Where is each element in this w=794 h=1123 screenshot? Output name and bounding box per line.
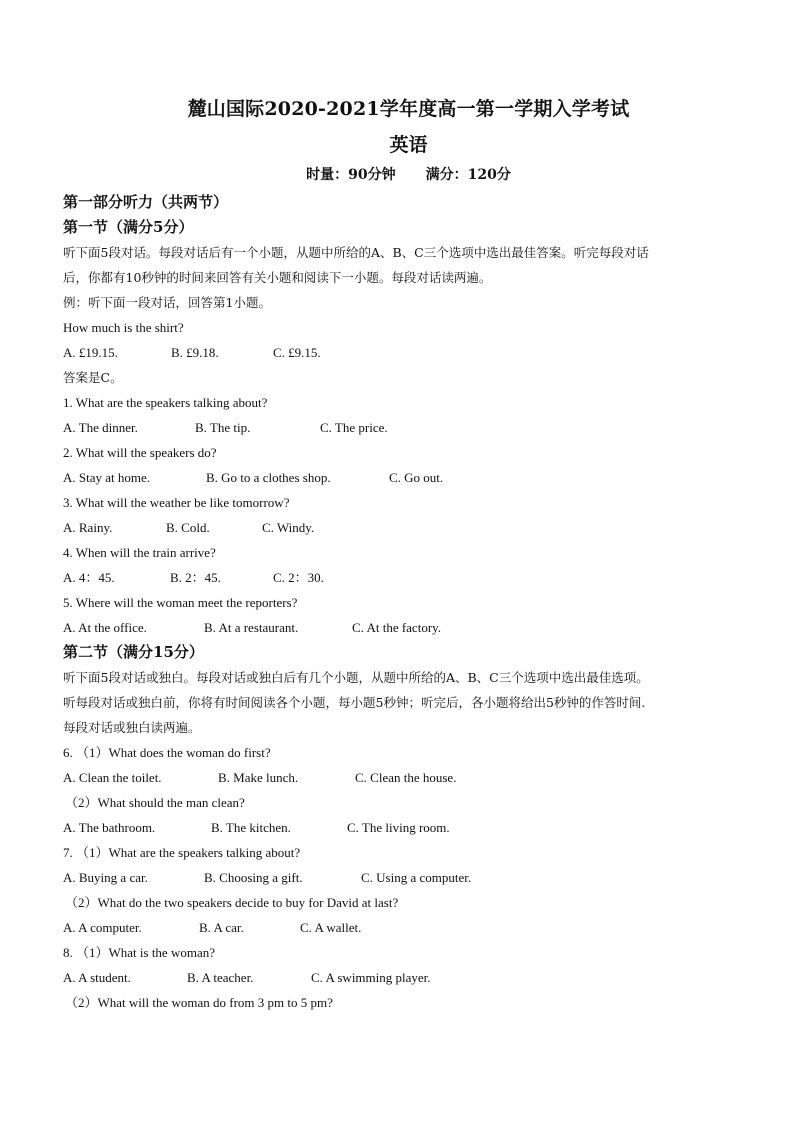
section2-heading: 第二节（满分15分） xyxy=(63,643,204,661)
q7-2-option-c: C. A wallet. xyxy=(300,920,362,935)
q7-2-option-a: A. A computer. xyxy=(63,920,142,935)
question-4-options xyxy=(63,565,754,590)
q5-option-b: B. At a restaurant. xyxy=(204,620,299,635)
example-options xyxy=(63,340,754,365)
example-intro: 例：听下面一段对话，回答第1小题。 xyxy=(63,295,271,310)
exam-score: 满分：120分 xyxy=(425,167,511,183)
example-question: How much is the shirt? xyxy=(63,320,184,335)
q7-1-option-c: C. Using a computer. xyxy=(361,870,472,885)
section2-instructions-line3: 每段对话或独白读两遍。 xyxy=(63,720,201,735)
question-8-1: 8. （1）What is the woman? xyxy=(63,945,215,960)
q4-option-a: A. 4：45. xyxy=(63,570,115,585)
example-option-b: B. £9.18. xyxy=(171,345,219,360)
question-3: 3. What will the weather be like tomorrow? xyxy=(63,495,290,510)
q2-option-b: B. Go to a clothes shop. xyxy=(206,470,331,485)
exam-time: 时量：90分钟 xyxy=(306,167,396,183)
question-6-1: 6. （1）What does the woman do first? xyxy=(63,745,271,760)
q6-1-option-c: C. Clean the house. xyxy=(355,770,457,785)
question-8-1-options xyxy=(63,965,754,990)
q2-option-c: C. Go out. xyxy=(389,470,444,485)
question-5: 5. Where will the woman meet the reporters? xyxy=(63,595,298,610)
q3-option-b: B. Cold. xyxy=(166,520,210,535)
question-6-1-options xyxy=(63,765,754,790)
example-option-c: C. £9.15. xyxy=(273,345,321,360)
question-3-options xyxy=(63,515,754,540)
section1-instructions-line1: 听下面5段对话。每段对话后有一个小题，从题中所给的A、B、C三个选项中选出最佳答案。听完每段对话 xyxy=(63,245,649,260)
question-1: 1. What are the speakers talking about? xyxy=(63,395,268,410)
question-6-2-options xyxy=(63,815,754,840)
section2-instructions-line2: 听每段对话或独白前，你将有时间阅读各个小题，每小题5秒钟；听完后，各小题将给出5秒钟的作答时间. xyxy=(63,695,646,710)
q8-1-option-c: C. A swimming player. xyxy=(311,970,431,985)
q6-2-option-a: A. The bathroom. xyxy=(63,820,156,835)
q7-2-option-b: B. A car. xyxy=(199,920,244,935)
q6-1-option-a: A. Clean the toilet. xyxy=(63,770,162,785)
q7-1-option-b: B. Choosing a gift. xyxy=(204,870,303,885)
q5-option-c: C. At the factory. xyxy=(352,620,442,635)
q3-option-a: A. Rainy. xyxy=(63,520,113,535)
q2-option-a: A. Stay at home. xyxy=(63,470,151,485)
section1-instructions-line2: 后，你都有10秒钟的时间来回答有关小题和阅读下一小题。每段对话读两遍。 xyxy=(63,270,492,285)
q4-option-b: B. 2：45. xyxy=(170,570,221,585)
example-option-a: A. £19.15. xyxy=(63,345,118,360)
question-5-options xyxy=(63,615,754,640)
q1-option-c: C. The price. xyxy=(320,420,388,435)
question-6-2: （2）What should the man clean? xyxy=(65,795,245,810)
question-8-2: （2）What will the woman do from 3 pm to 5 pm? xyxy=(65,995,333,1010)
question-7-1: 7. （1）What are the speakers talking about? xyxy=(63,845,301,860)
question-1-options xyxy=(63,415,754,440)
question-2: 2. What will the speakers do? xyxy=(63,445,217,460)
question-7-2-options xyxy=(63,915,754,940)
question-7-1-options xyxy=(63,865,754,890)
q8-1-option-b: B. A teacher. xyxy=(187,970,254,985)
section1-heading: 第一节（满分5分） xyxy=(63,218,194,236)
q8-1-option-a: A. A student. xyxy=(63,970,131,985)
q7-1-option-a: A. Buying a car. xyxy=(63,870,148,885)
example-answer: 答案是C。 xyxy=(63,370,123,385)
section2-instructions-line1: 听下面5段对话或独白。每段对话或独白后有几个小题，从题中所给的A、B、C三个选项中选出最佳选项。 xyxy=(63,670,649,685)
exam-subject: 英语 xyxy=(389,134,428,156)
q5-option-a: A. At the office. xyxy=(63,620,147,635)
q6-2-option-c: C. The living room. xyxy=(347,820,450,835)
q3-option-c: C. Windy. xyxy=(262,520,315,535)
q4-option-c: C. 2：30. xyxy=(273,570,324,585)
q6-2-option-b: B. The kitchen. xyxy=(211,820,291,835)
q1-option-b: B. The tip. xyxy=(195,420,251,435)
part1-heading: 第一部分听力（共两节） xyxy=(63,193,229,211)
question-7-2: （2）What do the two speakers decide to buy for David at last? xyxy=(65,895,399,910)
exam-meta xyxy=(63,164,754,186)
question-2-options xyxy=(63,465,754,490)
exam-title: 麓山国际2020-2021学年度高一第一学期入学考试 xyxy=(187,98,630,120)
question-4: 4. When will the train arrive? xyxy=(63,545,216,560)
q6-1-option-b: B. Make lunch. xyxy=(218,770,299,785)
q1-option-a: A. The dinner. xyxy=(63,420,138,435)
